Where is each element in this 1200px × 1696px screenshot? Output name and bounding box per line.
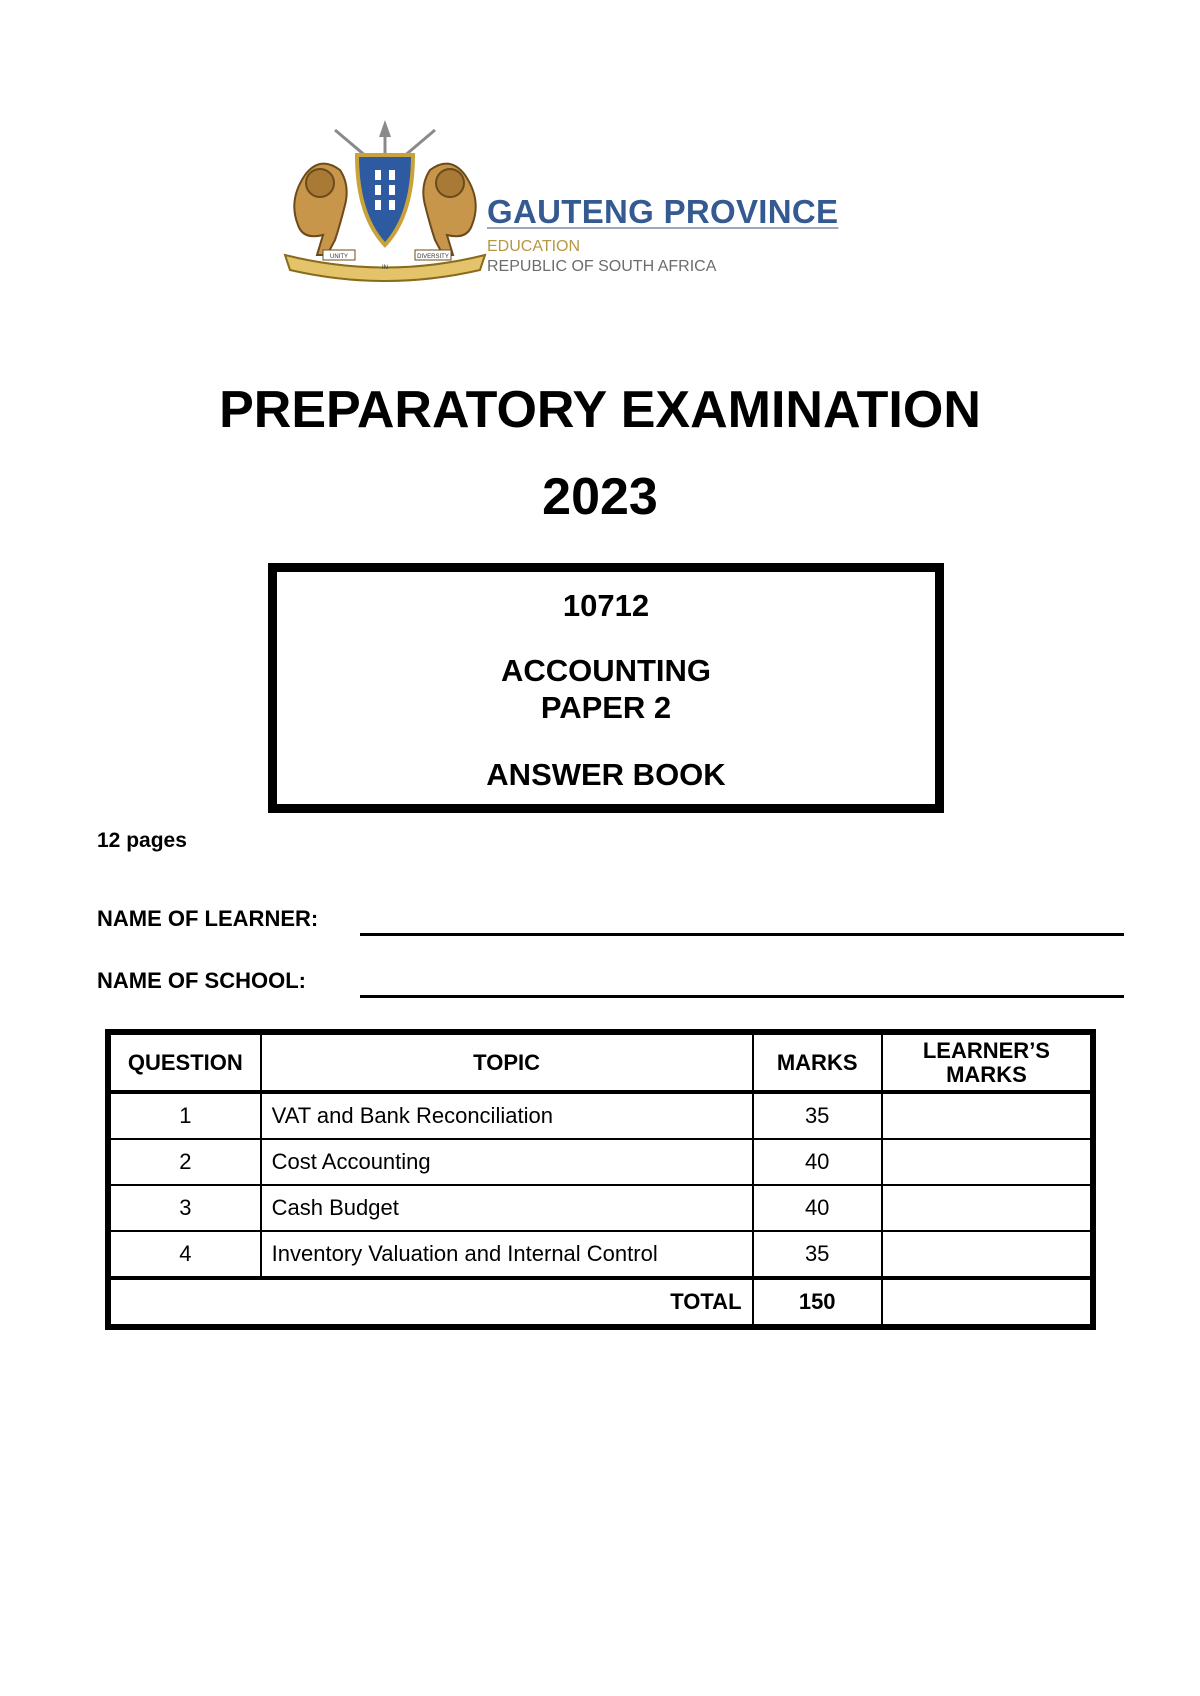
logo-text-block	[487, 193, 838, 276]
book-type: ANSWER BOOK	[486, 757, 726, 792]
learner-marks-cell[interactable]	[882, 1139, 1093, 1185]
subject-code: 10712	[562, 588, 650, 623]
question-marks: 35	[753, 1092, 882, 1139]
question-number: 3	[108, 1185, 261, 1231]
logo-country: REPUBLIC OF SOUTH AFRICA	[487, 258, 717, 275]
marks-table	[105, 1029, 1096, 1330]
table-header-row	[108, 1032, 1093, 1092]
motto-mid-text: IN	[382, 265, 388, 271]
question-number: 2	[108, 1139, 261, 1185]
school-name-label: NAME OF SCHOOL:	[97, 968, 306, 993]
question-marks: 40	[753, 1185, 882, 1231]
subject-box	[268, 563, 944, 813]
subject-line-1: ACCOUNTING	[500, 653, 712, 688]
exam-title: PREPARATORY EXAMINATION	[219, 381, 981, 439]
question-topic: Cash Budget	[261, 1185, 753, 1231]
exam-year: 2023	[542, 468, 658, 526]
table-row	[108, 1092, 1093, 1139]
table-row	[108, 1139, 1093, 1185]
gauteng-logo	[255, 115, 855, 295]
subject-name	[277, 652, 935, 726]
question-marks: 35	[753, 1231, 882, 1278]
school-name-line[interactable]	[360, 995, 1124, 998]
logo-title: GAUTENG PROVINCE	[487, 193, 839, 230]
table-row	[108, 1185, 1093, 1231]
total-label: TOTAL	[108, 1278, 753, 1327]
subject-line-2: PAPER 2	[540, 690, 672, 725]
table-row	[108, 1231, 1093, 1278]
learner-marks-cell[interactable]	[882, 1092, 1093, 1139]
question-number: 4	[108, 1231, 261, 1278]
question-number: 1	[108, 1092, 261, 1139]
motto-right-text: DIVERSITY	[417, 254, 449, 260]
coat-of-arms-icon	[275, 115, 495, 290]
total-row	[108, 1278, 1093, 1327]
question-topic: Cost Accounting	[261, 1139, 753, 1185]
header-question: QUESTION	[108, 1032, 261, 1092]
motto-left-text: UNITY	[330, 254, 348, 260]
header-topic: TOPIC	[261, 1032, 753, 1092]
learner-name-line[interactable]	[360, 933, 1124, 936]
logo-department: EDUCATION	[487, 238, 581, 255]
total-marks: 150	[753, 1278, 882, 1327]
question-marks: 40	[753, 1139, 882, 1185]
question-topic: VAT and Bank Reconciliation	[261, 1092, 753, 1139]
learner-name-label: NAME OF LEARNER:	[97, 906, 319, 931]
header-learners-marks: LEARNER’S MARKS	[882, 1032, 1093, 1092]
learner-marks-cell[interactable]	[882, 1185, 1093, 1231]
learner-marks-cell[interactable]	[882, 1231, 1093, 1278]
page-count: 12 pages	[97, 829, 187, 852]
header-marks: MARKS	[753, 1032, 882, 1092]
learner-total-cell[interactable]	[882, 1278, 1093, 1327]
question-topic: Inventory Valuation and Internal Control	[261, 1231, 753, 1278]
